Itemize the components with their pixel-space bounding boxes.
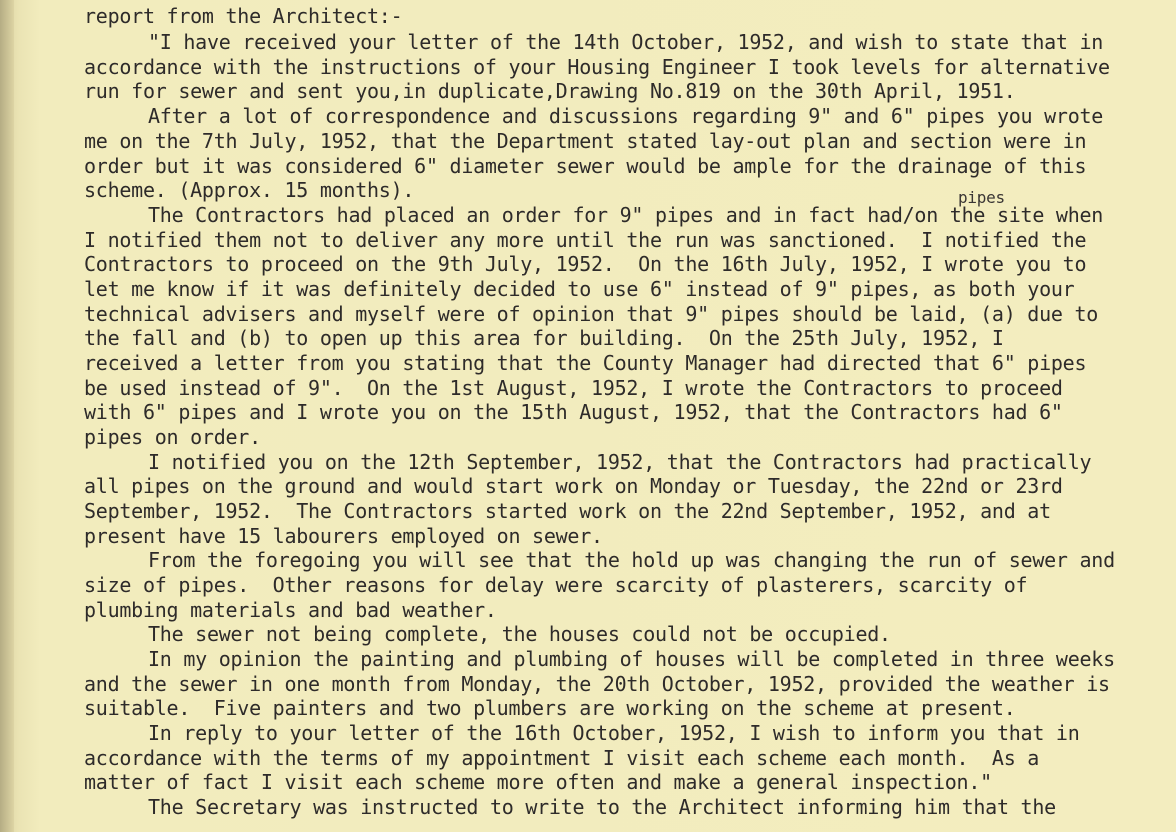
text-line: In my opinion the painting and plumbing of houses will be completed in three weeks <box>148 647 1115 671</box>
text-line: From the foregoing you will see that the hold up was changing the run of sewer and <box>148 548 1115 572</box>
text-line: present have 15 labourers employed on sewer. <box>84 524 603 548</box>
text-line: run for sewer and sent you,in duplicate,Drawing No.819 on the 30th April, 1951. <box>84 79 1016 103</box>
text-line: suitable. Five painters and two plumbers are working on the scheme at present. <box>84 696 1016 720</box>
text-line: report from the Architect:- <box>84 4 403 28</box>
text-line: plumbing materials and bad weather. <box>84 598 497 622</box>
text-line: be used instead of 9". On the 1st August, 1952, I wrote the Contractors to proceed <box>84 376 1063 400</box>
text-line: accordance with the instructions of your Housing Engineer I took levels for alternative <box>84 55 1110 79</box>
text-line: let me know if it was definitely decided to use 6" instead of 9" pipes, as both your <box>84 277 1075 301</box>
text-line: The Secretary was instructed to write to the Architect informing him that the <box>148 795 1056 819</box>
text-line: received a letter from you stating that the County Manager had directed that 6" pipes <box>84 351 1087 375</box>
text-line: I notified you on the 12th September, 1952, that the Contractors had practically <box>148 450 1092 474</box>
text-line: The Contractors had placed an order for 9" pipes and in fact had/on the site when <box>148 203 1104 227</box>
text-line: September, 1952. The Contractors started work on the 22nd September, 1952, and at <box>84 499 1051 523</box>
text-line: the fall and (b) to open up this area for building. On the 25th July, 1952, I <box>84 326 1004 350</box>
text-line: pipes on order. <box>84 425 261 449</box>
text-line: After a lot of correspondence and discussions regarding 9" and 6" pipes you wrote <box>148 104 1104 128</box>
text-line: order but it was considered 6" diameter sewer would be ample for the drainage of this <box>84 154 1087 178</box>
text-line: with 6" pipes and I wrote you on the 15th August, 1952, that the Contractors had 6" <box>84 400 1063 424</box>
text-line: scheme. (Approx. 15 months). <box>84 178 415 202</box>
text-line: matter of fact I visit each scheme more often and make a general inspection." <box>84 770 992 794</box>
text-line: all pipes on the ground and would start work on Monday or Tuesday, the 22nd or 23rd <box>84 474 1063 498</box>
text-line: accordance with the terms of my appointment I visit each scheme each month. As a <box>84 746 1040 770</box>
handwritten-insert: pipes <box>958 188 1005 207</box>
text-line: In reply to your letter of the 16th October, 1952, I wish to inform you that in <box>148 721 1080 745</box>
text-line: "I have received your letter of the 14th October, 1952, and wish to state that in <box>148 30 1104 54</box>
text-line: I notified them not to deliver any more until the run was sanctioned. I notified the <box>84 228 1087 252</box>
text-line: The sewer not being complete, the houses could not be occupied. <box>148 622 891 646</box>
text-line: and the sewer in one month from Monday, the 20th October, 1952, provided the weather is <box>84 672 1110 696</box>
text-line: size of pipes. Other reasons for delay were scarcity of plasterers, scarcity of <box>84 573 1028 597</box>
text-line: technical advisers and myself were of opinion that 9" pipes should be laid, (a) due to <box>84 302 1099 326</box>
text-line: me on the 7th July, 1952, that the Department stated lay-out plan and section were in <box>84 129 1087 153</box>
text-line: Contractors to proceed on the 9th July, 1952. On the 16th July, 1952, I wrote you to <box>84 252 1087 276</box>
